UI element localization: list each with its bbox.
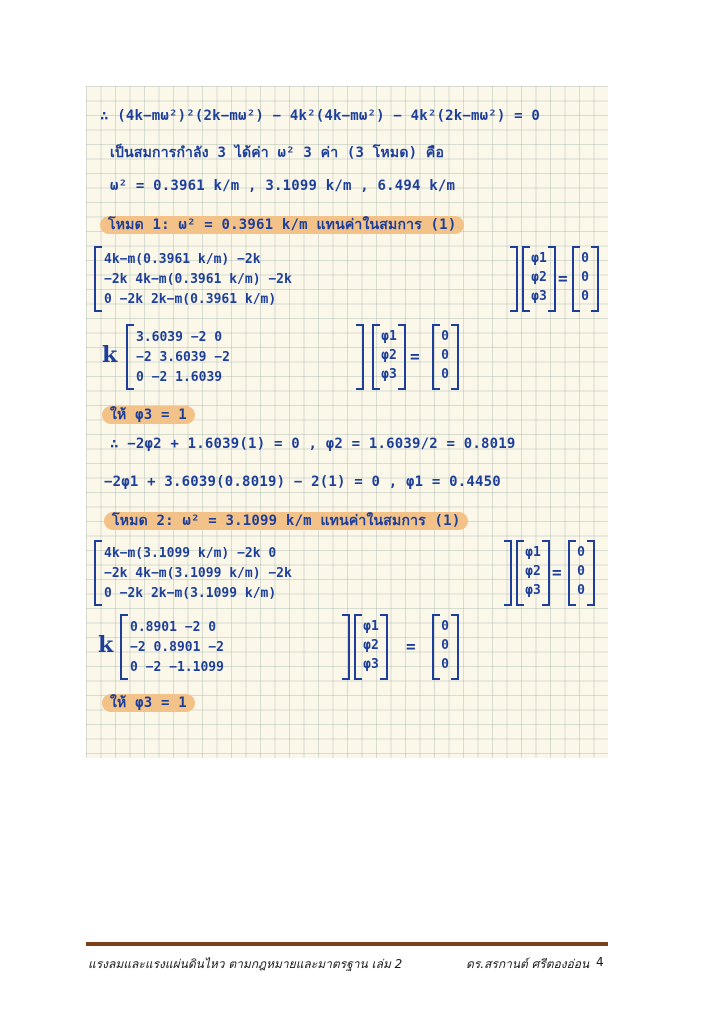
matrix1-row: −2k 4k−m(0.3961 k/m) −2k <box>104 272 292 287</box>
zero-vector: 0 0 0 <box>581 251 589 304</box>
matrix2-right-bracket <box>504 540 512 606</box>
matrix1-numeric-row: 3.6039 −2 0 <box>136 330 223 345</box>
matrix1-row: 4k−m(0.3961 k/m) −2k <box>104 252 261 267</box>
phi-vector: φ1 φ2 φ3 <box>363 619 379 672</box>
matrix1-left-bracket <box>94 246 102 312</box>
zero-vector: 0 0 0 <box>441 329 449 382</box>
cubic-equation-note: เป็นสมการกำลัง 3 ได้ค่า ω² 3 ค่า (3 โหมด) คือ <box>110 145 445 161</box>
page-number: 4 <box>596 955 604 969</box>
phi-vector: φ1 φ2 φ3 <box>381 329 397 382</box>
matrix1-row: 0 −2k 2k−m(0.3961 k/m) <box>104 292 277 307</box>
phi-vector-right-bracket <box>398 324 406 390</box>
matrix2-numeric-row: 0.8901 −2 0 <box>130 620 217 635</box>
equals-sign: = <box>552 563 562 582</box>
phi-vector: φ1 φ2 φ3 <box>525 545 541 598</box>
zero-vector-right-bracket <box>451 614 459 680</box>
matrix2-row: 4k−m(3.1099 k/m) −2k 0 <box>104 546 277 561</box>
matrix2-left-bracket <box>94 540 102 606</box>
characteristic-equation: ∴ (4k−mω²)²(2k−mω²) − 4k²(4k−mω²) − 4k²(2k−mω²) = 0 <box>100 108 541 124</box>
matrix1-numeric-row: 0 −2 1.6039 <box>136 370 223 385</box>
zero-vector-right-bracket <box>591 246 599 312</box>
matrix1-numeric-left-bracket <box>126 324 134 390</box>
zero-vector: 0 0 0 <box>577 545 585 598</box>
matrix2-row: −2k 4k−m(3.1099 k/m) −2k <box>104 566 292 581</box>
author-name: ดร.สรกานต์ ศรีตองอ่อน <box>466 957 590 971</box>
zero-vector-right-bracket <box>451 324 459 390</box>
book-title: แรงลมและแรงแผ่นดินไหว ตามกฎหมายและมาตรฐาน เล่ม 2 <box>88 957 403 971</box>
footer-rule <box>86 942 608 946</box>
matrix2-numeric-left-bracket <box>120 614 128 680</box>
phi-vector-right-bracket <box>542 540 550 606</box>
stiffness-k-symbol: k <box>98 632 114 658</box>
phi-vector-right-bracket <box>548 246 556 312</box>
matrix1-numeric-row: −2 3.6039 −2 <box>136 350 230 365</box>
phi2-solution: ∴ −2φ2 + 1.6039(1) = 0 , φ2 = 1.6039/2 = 0.8019 <box>110 436 516 452</box>
mode1-heading: โหมด 1: ω² = 0.3961 k/m แทนค่าในสมการ (1) <box>100 214 464 236</box>
equals-sign: = <box>558 269 568 288</box>
matrix2-numeric-row: −2 0.8901 −2 <box>130 640 224 655</box>
matrix2-row: 0 −2k 2k−m(3.1099 k/m) <box>104 586 277 601</box>
matrix1-right-bracket <box>510 246 518 312</box>
equals-sign: = <box>406 637 416 656</box>
stiffness-k-symbol: k <box>102 342 118 368</box>
phi-vector-right-bracket <box>380 614 388 680</box>
matrix2-numeric-row: 0 −2 −1.1099 <box>130 660 224 675</box>
phi1-solution: −2φ1 + 3.6039(0.8019) − 2(1) = 0 , φ1 = 0.4450 <box>104 474 501 490</box>
equals-sign: = <box>410 347 420 366</box>
handwritten-notes-image <box>86 86 608 758</box>
zero-vector: 0 0 0 <box>441 619 449 672</box>
zero-vector-right-bracket <box>587 540 595 606</box>
phi-vector: φ1 φ2 φ3 <box>531 251 547 304</box>
set-phi3-mode2: ให้ φ3 = 1 <box>102 692 195 714</box>
mode2-heading: โหมด 2: ω² = 3.1099 k/m แทนค่าในสมการ (1) <box>104 510 468 532</box>
omega-squared-values: ω² = 0.3961 k/m , 3.1099 k/m , 6.494 k/m <box>110 178 456 194</box>
matrix2-numeric-right-bracket <box>342 614 350 680</box>
matrix1-numeric-right-bracket <box>356 324 364 390</box>
set-phi3-mode1: ให้ φ3 = 1 <box>102 404 195 426</box>
